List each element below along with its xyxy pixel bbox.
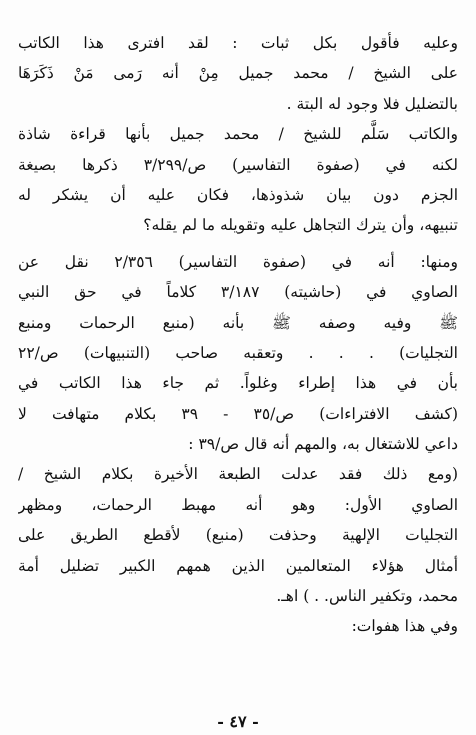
text-line: وفي هذا هفوات: [351, 617, 458, 636]
text-line: الصاوي الأول: وهو أنه مهبط الرحمات، ومظهر [18, 495, 458, 514]
body-text [18, 28, 458, 642]
paragraph-4-quote [18, 459, 458, 611]
text-line: (كشف الافتراءات) ص/٣٥ - ٣٩ بكلام متهافت لا [18, 404, 458, 423]
text-line: وعليه فأقول بكل ثبات : لقد افترى هذا الكاتب [18, 34, 458, 52]
paragraph-2 [18, 119, 458, 241]
text-line: بالتضليل فلا وجود له البتة . [286, 94, 458, 113]
text-line: ﷺ وفيه وصفه ﷺ بأنه (منبع الرحمات ومنبع [18, 313, 458, 332]
text-line: التجليات) . . . وتعقبه صاحب (التنبيهات) ص/٢٢ [18, 343, 458, 362]
text-line: الصاوي في (حاشيته) ٣/١٨٧ كلاماً في حق النبي [18, 283, 458, 302]
text-line: بأن في هذا إطراء وغلواً. ثم جاء هذا الكاتب في [18, 374, 458, 393]
paragraph-3 [18, 247, 458, 460]
text-line: ومنها: أنه في (صفوة التفاسير) ٢/٣٥٦ نقل عن [18, 252, 458, 271]
text-line: والكاتب سَلَّم للشيخ / محمد جميل بأنها قراءة شاذة [18, 125, 458, 144]
text-line: أمثال هؤلاء المتعالمين الذين همهم الكبير تضليل أمة [18, 556, 458, 575]
paragraph-5 [18, 611, 458, 641]
text-line: لكنه في (صفوة التفاسير) ص/٣/٢٩٩ ذكرها بصيغة [18, 155, 458, 174]
text-line: الجزم دون بيان شذوذها، فكان عليه أن يشكر له [18, 185, 458, 204]
text-line: تنبيهه، وأن يترك التجاهل عليه وتقويله ما لم يقله؟ [143, 216, 458, 235]
page-number: - ٤٧ - [217, 712, 259, 731]
text-line: (ومع ذلك فقد عدلت الطبعة الأخيرة بكلام الشيخ / [18, 465, 458, 484]
text-line: التجليات الإلهية وحذفت (منبع) لأقطع الطريق على [18, 526, 458, 545]
paragraph-1 [18, 28, 458, 119]
text-line: محمد، وتكفير الناس. . ) اهـ. [276, 587, 458, 606]
text-line: على الشيخ / محمد جميل مِنْ أنه رَمى مَنْ ذَكَرَهَا [18, 64, 458, 83]
text-line: داعي للاشتغال به، والمهم أنه قال ص/٣٩ : [188, 435, 458, 454]
